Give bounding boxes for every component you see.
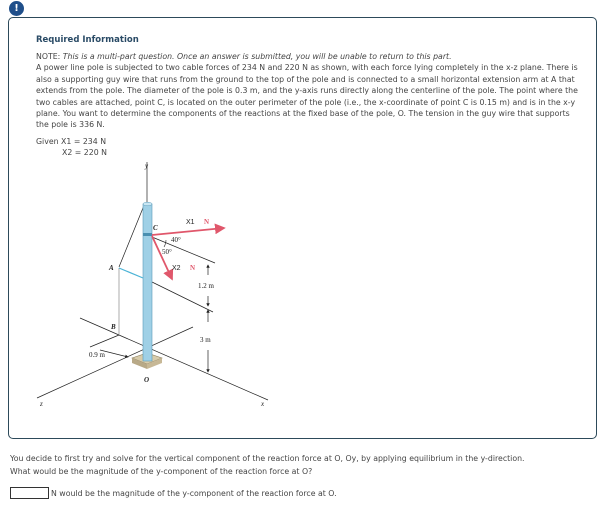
dim-3m: 3 m <box>200 336 211 344</box>
label-a: A <box>109 264 114 272</box>
pole <box>143 204 152 361</box>
force-x2-arrow <box>152 236 172 279</box>
note-text: This is a multi-part question. Once an answer is submitted, you will be unable to return to this part. <box>62 52 452 61</box>
problem-text: A power line pole is subjected to two cable forces of 234 N and 220 N as shown, with each force lying completely in the x-z plane. There is also a supporting guy wire that runs from the ground to the top of the pole and is connected to a small horizontal extension arm at A that extends from the pole. The diameter of the pole is 0.3 m, and the y-axis runs directly along the centerline of the pole. The point where the two cables are attached, point C, is located on the outer perimeter of the pole (i.e., the x-coordinate of point C is 0.15 m) and is in the x-y plane. You want to determine the components of the reactions at the fixed base of the pole, O. The tension in the guy wire that supports the pole is 336 N. <box>36 63 578 130</box>
guy-wire <box>119 203 145 267</box>
label-c: C <box>153 224 158 232</box>
answer-row <box>10 487 337 499</box>
dim-0-9m: 0.9 m <box>89 351 105 359</box>
angle-40: 40° <box>171 236 181 244</box>
x-axis <box>80 318 268 400</box>
alert-icon: ! <box>9 1 24 16</box>
force-x1-arrow <box>152 228 224 235</box>
x1-unit: N <box>204 218 210 226</box>
x-axis-label: x <box>261 400 265 408</box>
label-o: O <box>144 376 150 384</box>
z-axis-label: z <box>40 400 43 408</box>
angle-50: 50° <box>162 248 172 256</box>
label-b: B <box>111 323 116 331</box>
given-x2: X2 = 220 N <box>62 148 107 157</box>
x2-unit: N <box>190 264 196 272</box>
x1-label: X1 <box>186 219 195 226</box>
question-line-1: You decide to first try and solve for the vertical component of the reaction force at O, Oy, by applying equilibrium in the y-direction. <box>10 454 525 463</box>
answer-input[interactable] <box>10 487 49 499</box>
given-x1: Given X1 = 234 N <box>36 137 107 146</box>
answer-suffix: N would be the magnitude of the y-component of the reaction force at O. <box>51 488 337 498</box>
y-axis-label: y <box>145 162 149 170</box>
question-line-2: What would be the magnitude of the y-component of the reaction force at O? <box>10 467 313 476</box>
heading: Required Information <box>36 35 139 45</box>
note-label: NOTE: <box>36 52 61 61</box>
dim-1-2m: 1.2 m <box>198 282 214 290</box>
x2-label: X2 <box>172 265 181 272</box>
z-axis <box>37 327 193 398</box>
question <box>10 452 605 478</box>
extension-arm <box>119 268 143 278</box>
